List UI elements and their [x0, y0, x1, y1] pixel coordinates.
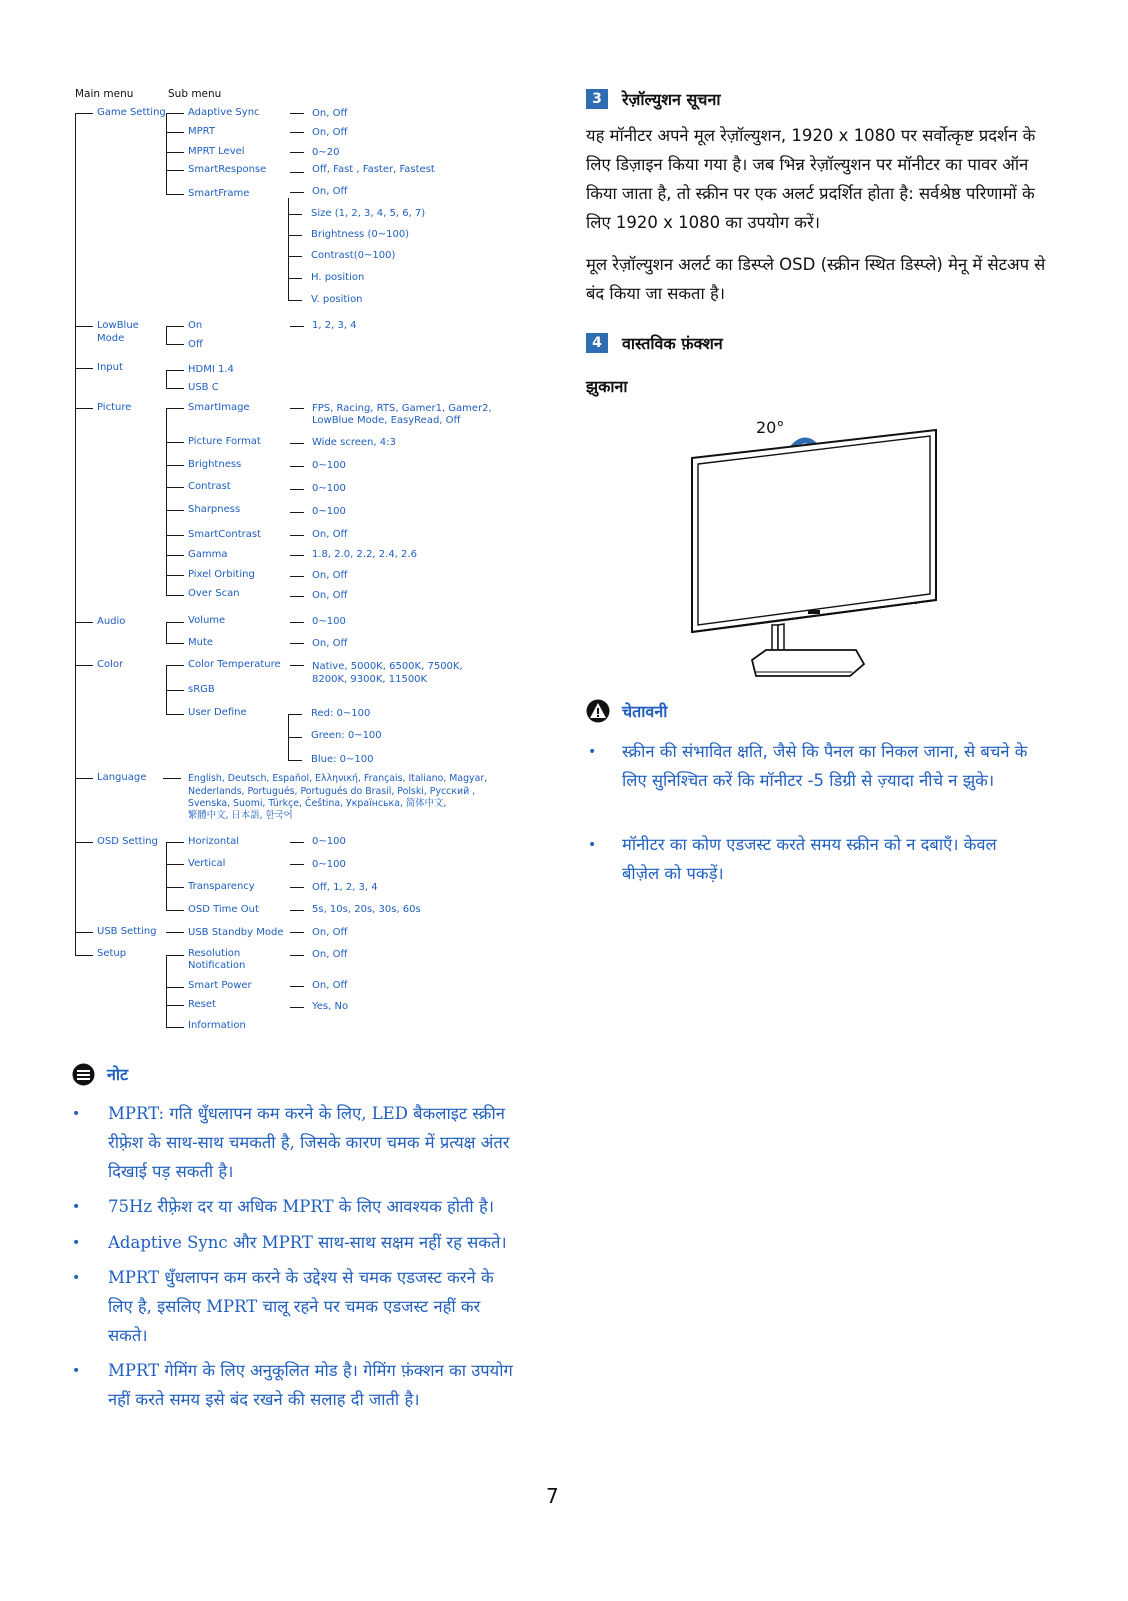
sub-volume: Volume — [188, 615, 226, 626]
section-4-badge: 4 — [586, 333, 608, 353]
sub-menu-header: Sub menu — [168, 88, 222, 100]
page-number: 7 — [546, 1484, 559, 1508]
val-mprt-level: 0~20 — [312, 147, 340, 158]
section-3-title: रेज़ॉल्युशन सूचना — [622, 90, 721, 109]
val-transparency: Off, 1, 2, 3, 4 — [312, 882, 378, 893]
sub-resolution-line2: Notification — [188, 960, 246, 971]
val-sf-contrast: Contrast(0~100) — [311, 250, 396, 261]
note-bullet-4: MPRT धुँधलापन कम करने के उद्देश्य से चमक एडजस्ट करने के लिए है, इसलिए MPRT चालू रहने पर चमक एडजस्ट नहीं कर सकते। — [108, 1268, 494, 1345]
note-bullet-3: Adaptive Sync और MPRT साथ-साथ सक्षम नहीं रह सकते। — [108, 1233, 507, 1252]
menu-input: Input — [97, 362, 123, 373]
sub-smartcontrast: SmartContrast — [188, 529, 261, 540]
menu-lowblue-line2: Mode — [97, 333, 125, 344]
resolution-paragraph-1: यह मॉनीटर अपने मूल रेज़ॉल्युशन, 1920 x 1080 पर सर्वोत्कृष्ट प्रदर्शन के लिए डिज़ाइन किया गया है। जब भिन्न रेज़ॉल्युशन पर मॉनीटर का पावर ऑन किया जाता है, तो स्क्रीन पर एक अलर्ट प्रदर्शित होता है: सर्वश्रेष्ठ परिणामों के लिए 1920 x 1080 का उपयोग करें। — [586, 126, 1036, 232]
sub-usbc: USB C — [188, 382, 219, 393]
val-contrast: 0~100 — [312, 483, 346, 494]
val-sf-hposition: H. position — [311, 272, 365, 283]
tilt-subtitle: झुकाना — [586, 377, 628, 396]
sub-mprt-level: MPRT Level — [188, 146, 245, 157]
val-gamma: 1.8, 2.0, 2.2, 2.4, 2.6 — [312, 549, 417, 560]
menu-audio: Audio — [97, 616, 126, 627]
val-color-temp-line1: Native, 5000K, 6500K, 7500K, — [312, 661, 463, 672]
sub-picture-format: Picture Format — [188, 436, 261, 447]
val-smartimage-line2: LowBlue Mode, EasyRead, Off — [312, 415, 461, 426]
sub-mute: Mute — [188, 637, 214, 648]
sub-brightness: Brightness — [188, 459, 242, 470]
menu-color: Color — [97, 659, 124, 670]
note-icon — [72, 1063, 95, 1086]
warning-bullet-2: मॉनीटर का कोण एडजस्ट करते समय स्क्रीन को न दबाएँ। केवल बीज़ेल को पकड़ें। — [622, 835, 997, 883]
val-smartresponse: Off, Fast , Faster, Fastest — [312, 164, 435, 175]
sub-contrast: Contrast — [188, 481, 231, 492]
main-menu-header: Main menu — [75, 88, 134, 100]
val-usb-standby: On, Off — [312, 927, 348, 938]
sub-adaptive-sync: Adaptive Sync — [188, 107, 260, 118]
sub-lowblue-on: On — [188, 320, 203, 331]
menu-picture: Picture — [97, 402, 132, 413]
val-reset: Yes, No — [312, 1001, 349, 1012]
val-language-line2: Nederlands, Portugués, Portugués do Brasil, Polski, Русский , — [188, 786, 476, 797]
val-over-scan: On, Off — [312, 590, 348, 601]
menu-game-setting: Game Setting — [97, 107, 166, 118]
val-volume: 0~100 — [312, 616, 346, 627]
menu-lowblue-line1: LowBlue — [97, 320, 139, 331]
val-pixel-orbiting: On, Off — [312, 570, 348, 581]
note-bullet-2: 75Hz रीफ़्रेश दर या अधिक MPRT के लिए आवश्यक होती है। — [108, 1197, 494, 1216]
sub-gamma: Gamma — [188, 549, 228, 560]
sub-smart-power: Smart Power — [188, 980, 252, 991]
sub-smartimage: SmartImage — [188, 402, 250, 413]
val-sf-size: Size (1, 2, 3, 4, 5, 6, 7) — [311, 208, 426, 219]
sub-smartframe: SmartFrame — [188, 188, 250, 199]
val-resolution: On, Off — [312, 949, 348, 960]
val-sf-brightness: Brightness (0~100) — [311, 229, 410, 240]
note-title: नोट — [107, 1065, 129, 1084]
val-green: Green: 0~100 — [311, 730, 382, 741]
sub-vertical: Vertical — [188, 858, 226, 869]
sub-over-scan: Over Scan — [188, 588, 240, 599]
val-osd-time-out: 5s, 10s, 20s, 30s, 60s — [312, 904, 421, 915]
val-language-line1: English, Deutsch, Español, Ελληνική, Français, Italiano, Magyar, — [188, 773, 488, 784]
menu-usb-setting: USB Setting — [97, 926, 157, 937]
val-smart-power: On, Off — [312, 980, 348, 991]
sub-reset: Reset — [188, 999, 216, 1010]
val-red: Red: 0~100 — [311, 708, 371, 719]
val-blue: Blue: 0~100 — [311, 754, 374, 765]
val-smartframe: On, Off — [312, 186, 348, 197]
sub-smartresponse: SmartResponse — [188, 164, 267, 175]
sub-horizontal: Horizontal — [188, 836, 240, 847]
sub-sharpness: Sharpness — [188, 504, 241, 515]
warning-bullet-1: स्क्रीन की संभावित क्षति, जैसे कि पैनल का निकल जाना, से बचने के लिए सुनिश्चित करें कि मॉनीटर -5 डिग्री से ज़्यादा नीचे न झुके। — [622, 742, 1028, 790]
val-adaptive-sync: On, Off — [312, 108, 348, 119]
val-mprt: On, Off — [312, 127, 348, 138]
val-vertical: 0~100 — [312, 859, 346, 870]
tilt-up-label: 20° — [756, 418, 785, 437]
val-language-line3: Svenska, Suomi, Türkçe, Čeština, Українська, 简体中文, — [188, 798, 447, 809]
sub-srgb: sRGB — [188, 684, 215, 695]
val-language-line4: 繁體中文, 日本語, 한국어 — [188, 810, 293, 821]
menu-setup: Setup — [97, 948, 127, 959]
sub-lowblue-off: Off — [188, 339, 203, 350]
val-brightness: 0~100 — [312, 460, 346, 471]
sub-usb-standby: USB Standby Mode — [188, 927, 284, 938]
val-smartimage-line1: FPS, Racing, RTS, Gamer1, Gamer2, — [312, 403, 492, 414]
menu-osd-setting: OSD Setting — [97, 836, 158, 847]
val-picture-format: Wide screen, 4:3 — [312, 437, 396, 448]
val-lowblue: 1, 2, 3, 4 — [312, 320, 357, 331]
val-mute: On, Off — [312, 638, 348, 649]
val-horizontal: 0~100 — [312, 836, 346, 847]
menu-language: Language — [97, 772, 147, 783]
sub-user-define: User Define — [188, 707, 247, 718]
val-sf-vposition: V. position — [311, 294, 363, 305]
sub-hdmi: HDMI 1.4 — [188, 364, 234, 375]
resolution-paragraph-2: मूल रेज़ॉल्युशन अलर्ट का डिस्प्ले OSD (स्क्रीन स्थित डिस्प्ले) मेनू में सेटअप से बंद किया जा सकता है। — [586, 255, 1046, 303]
sub-transparency: Transparency — [188, 881, 255, 892]
sub-information: Information — [188, 1020, 246, 1031]
section-4-title: वास्तविक फ़ंक्शन — [622, 334, 723, 353]
sub-color-temperature: Color Temperature — [188, 659, 281, 670]
sub-pixel-orbiting: Pixel Orbiting — [188, 569, 255, 580]
val-smartcontrast: On, Off — [312, 529, 348, 540]
val-sharpness: 0~100 — [312, 506, 346, 517]
note-bullet-1: MPRT: गति धुँधलापन कम करने के लिए, LED बैकलाइट स्क्रीन रीफ़्रेश के साथ-साथ चमकती है, जिसके कारण चमक में प्रत्यक्ष अंतर दिखाई पड़ सकती है। — [108, 1104, 510, 1181]
sub-mprt: MPRT — [188, 126, 215, 137]
warning-icon — [586, 699, 610, 723]
warning-title: चेतावनी — [622, 702, 668, 721]
note-bullet-5: MPRT गेमिंग के लिए अनुकूलित मोड है। गेमिंग फ़ंक्शन का उपयोग नहीं करते समय इसे बंद रखने की सलाह दी जाती है। — [108, 1361, 513, 1409]
sub-resolution-line1: Resolution — [188, 948, 241, 959]
section-3-badge: 3 — [586, 89, 608, 109]
sub-osd-time-out: OSD Time Out — [188, 904, 259, 915]
val-color-temp-line2: 8200K, 9300K, 11500K — [312, 674, 428, 685]
monitor-tilt-illustration — [680, 420, 950, 690]
